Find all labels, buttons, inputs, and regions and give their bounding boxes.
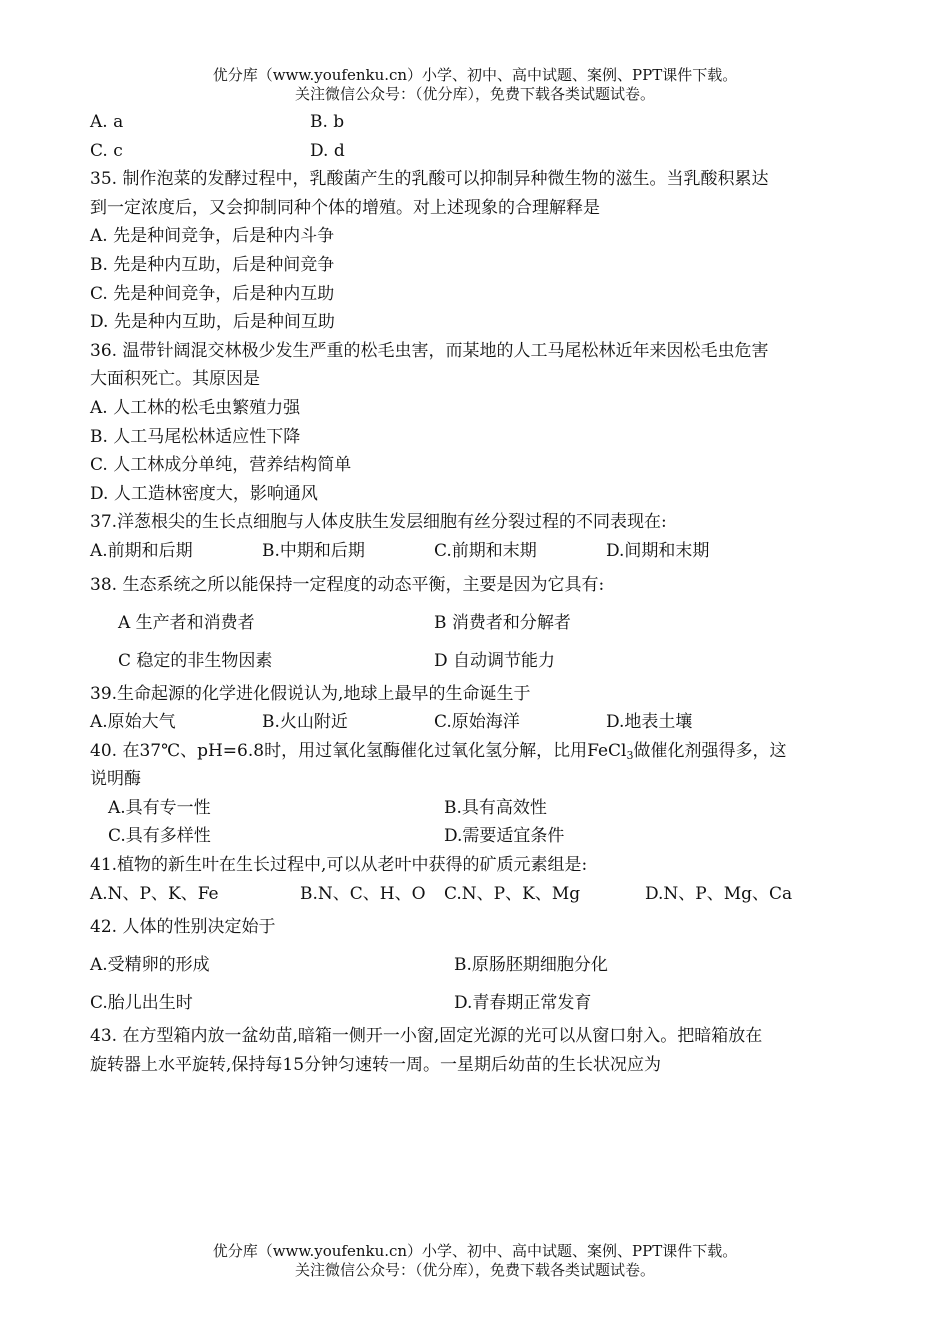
- page-footer: [0, 1242, 950, 1280]
- q40-options-row-2: [90, 822, 865, 851]
- q41-stem: 41.植物的新生叶在生长过程中,可以从老叶中获得的矿质元素组是:: [90, 855, 588, 876]
- q42-option-b: B.原肠胚期细胞分化: [454, 955, 608, 976]
- q39-options: [90, 708, 865, 737]
- page-header: [0, 66, 950, 104]
- q42-option-a: A.受精卵的形成: [90, 955, 210, 976]
- q37-stem: 37.洋葱根尖的生长点细胞与人体皮肤生发层细胞有丝分裂过程的不同表现在:: [90, 512, 667, 533]
- q39-option-a: A.原始大气: [90, 712, 176, 733]
- q40-stem-line-1: [90, 737, 865, 766]
- header-line-1: 优分库（www.youfenku.cn）小学、初中、高中试题、案例、PPT课件下载。: [212, 66, 738, 84]
- q39-option-c: C.原始海洋: [434, 712, 520, 733]
- footer-line-1: 优分库（www.youfenku.cn）小学、初中、高中试题、案例、PPT课件下载。: [212, 1242, 738, 1260]
- q42-option-c: C.胎儿出生时: [90, 993, 193, 1014]
- q41-options: [90, 880, 865, 909]
- header-line-2: 关注微信公众号：（优分库），免费下载各类试题试卷。: [294, 85, 655, 103]
- q40-option-c: C.具有多样性: [108, 826, 211, 847]
- q38-option-a: A 生产者和消费者: [118, 612, 255, 633]
- q43-stem-line-2: 旋转器上水平旋转,保持每15分钟匀速转一周。一星期后幼苗的生长状况应为: [90, 1054, 662, 1075]
- question-content: [90, 108, 865, 1079]
- q38-option-c: C 稳定的非生物因素: [118, 650, 273, 671]
- q42-stem: 42. 人体的性别决定始于: [90, 917, 276, 938]
- q34-option-a: A. a: [90, 112, 124, 132]
- q35-option-b: B. 先是种内互助，后是种间竞争: [90, 254, 335, 275]
- q36-stem-line-2: 大面积死亡。其原因是: [90, 369, 260, 390]
- q40-stem-line-2: 说明酶: [90, 769, 141, 790]
- q41-option-b: B.N、C、H、O: [300, 883, 426, 904]
- q42-option-d: D.青春期正常发育: [454, 993, 592, 1014]
- q43-stem-line-1: 43. 在方型箱内放一盆幼苗,暗箱一侧开一小窗,固定光源的光可以从窗口射入。把暗箱放在: [90, 1026, 763, 1047]
- q40-option-d: D.需要适宜条件: [444, 826, 565, 847]
- q38-options-row-1: [90, 604, 865, 642]
- q34-options-row-1: [90, 108, 865, 137]
- q37-options: [90, 537, 865, 566]
- q37-option-b: B.中期和后期: [262, 540, 365, 561]
- q34-option-b: B. b: [310, 112, 345, 132]
- q42-options-row-2: [90, 984, 865, 1022]
- q36-option-b: B. 人工马尾松林适应性下降: [90, 426, 301, 447]
- q36-stem-line-1: 36. 温带针阔混交林极少发生严重的松毛虫害，而某地的人工马尾松林近年来因松毛虫危害: [90, 340, 769, 361]
- q37-option-a: A.前期和后期: [90, 540, 193, 561]
- q40-option-a: A.具有专一性: [108, 797, 211, 818]
- q34-option-d: D. d: [310, 140, 345, 161]
- q36-option-a: A. 人工林的松毛虫繁殖力强: [90, 397, 301, 418]
- q37-option-d: D.间期和末期: [606, 540, 710, 561]
- q39-stem: 39.生命起源的化学进化假说认为,地球上最早的生命诞生于: [90, 683, 531, 704]
- footer-line-2: 关注微信公众号：（优分库），免费下载各类试题试卷。: [294, 1261, 655, 1279]
- q42-options-row-1: [90, 946, 865, 984]
- q40-option-b: B.具有高效性: [444, 797, 547, 818]
- q39-option-b: B.火山附近: [262, 712, 348, 733]
- q35-option-c: C. 先是种间竞争，后是种内互助: [90, 283, 335, 304]
- q39-option-d: D.地表土壤: [606, 712, 693, 733]
- q34-option-c: C. c: [90, 140, 123, 161]
- q34-options-row-2: [90, 137, 865, 166]
- q40-stem-part-2: 做催化剂强得多，这: [633, 740, 787, 761]
- q40-subscript: 3: [626, 748, 634, 762]
- q38-option-b: B 消费者和分解者: [434, 612, 571, 633]
- q36-option-d: D. 人工造林密度大，影响通风: [90, 483, 318, 504]
- q35-option-d: D. 先是种内互助，后是种间互助: [90, 312, 335, 333]
- q35-stem-line-2: 到一定浓度后，又会抑制同种个体的增殖。对上述现象的合理解释是: [90, 197, 600, 218]
- q38-stem: 38. 生态系统之所以能保持一定程度的动态平衡，主要是因为它具有:: [90, 574, 605, 595]
- q40-options-row-1: [90, 794, 865, 823]
- q35-stem-line-1: 35. 制作泡菜的发酵过程中，乳酸菌产生的乳酸可以抑制异种微生物的滋生。当乳酸积累达: [90, 169, 769, 190]
- q35-option-a: A. 先是种间竞争，后是种内斗争: [90, 226, 335, 247]
- q38-options-row-2: [90, 642, 865, 680]
- q41-option-c: C.N、P、K、Mg: [444, 883, 581, 904]
- q40-stem-part-1: 40. 在37℃、pH=6.8时，用过氧化氢酶催化过氧化氢分解，比用FeCl: [90, 740, 627, 761]
- q41-option-a: A.N、P、K、Fe: [90, 883, 219, 904]
- q41-option-d: D.N、P、Mg、Ca: [645, 883, 793, 904]
- q37-option-c: C.前期和末期: [434, 540, 537, 561]
- q36-option-c: C. 人工林成分单纯，营养结构简单: [90, 455, 352, 476]
- q38-option-d: D 自动调节能力: [434, 650, 556, 671]
